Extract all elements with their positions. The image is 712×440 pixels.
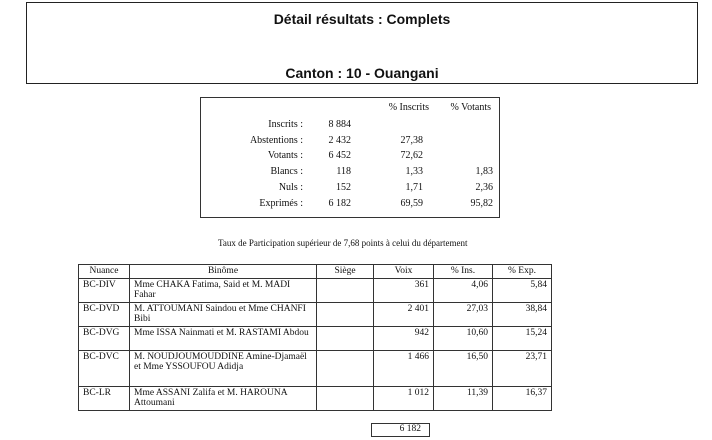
stats-label: Nuls : [278, 182, 303, 193]
nuance-cell: BC-DIV [79, 279, 130, 303]
stats-pct-votants: 1,83 [475, 166, 493, 177]
voix-cell: 1 012 [374, 387, 434, 411]
stats-label: Blancs : [270, 166, 303, 177]
voix-cell: 1 466 [374, 351, 434, 387]
stats-value: 118 [336, 166, 351, 177]
table-row [79, 387, 552, 411]
column-header-nuance: Nuance [79, 265, 130, 279]
stats-pct-inscrits: 72,62 [400, 150, 423, 161]
voix-cell: 2 401 [374, 303, 434, 327]
binome-cell: Mme ISSA Nainmati et M. RASTAMI Abdou [130, 327, 317, 351]
stats-pct-inscrits: 27,38 [400, 135, 423, 146]
stats-row-inscrits [201, 119, 499, 134]
table-row [79, 303, 552, 327]
column-header-binome: Binôme [130, 265, 317, 279]
stats-box [200, 97, 500, 218]
stats-row-exprimes [201, 198, 499, 213]
pct-ins-cell: 4,06 [434, 279, 493, 303]
stats-pct-votants: 2,36 [475, 182, 493, 193]
participation-note: Taux de Participation supérieur de 7,68 points à celui du département [218, 238, 468, 248]
pct-exp-cell: 15,24 [493, 327, 552, 351]
stats-value: 8 884 [328, 119, 351, 130]
voix-cell: 361 [374, 279, 434, 303]
siege-cell [317, 303, 374, 327]
nuance-cell: BC-LR [79, 387, 130, 411]
stats-row-blancs [201, 166, 499, 181]
nuance-cell: BC-DVG [79, 327, 130, 351]
column-header-pct-inscrits: % Inscrits [388, 102, 429, 113]
stats-label: Abstentions : [249, 135, 303, 146]
page-title: Détail résultats : Complets [273, 11, 451, 27]
pct-exp-cell: 16,37 [493, 387, 552, 411]
table-row [79, 351, 552, 387]
column-header-pct-votants: % Votants [450, 102, 491, 113]
stats-label: Exprimés : [259, 198, 303, 209]
siege-cell [317, 279, 374, 303]
stats-row-abstentions [201, 135, 499, 150]
stats-label: Votants : [267, 150, 303, 161]
stats-pct-inscrits: 69,59 [400, 198, 423, 209]
stats-header-row [201, 102, 499, 117]
voix-cell: 942 [374, 327, 434, 351]
header-box [26, 2, 698, 84]
pct-ins-cell: 16,50 [434, 351, 493, 387]
canton-title: Canton : 10 - Ouangani [285, 65, 439, 81]
column-header-siege: Siège [317, 265, 374, 279]
stats-value: 6 182 [328, 198, 351, 209]
nuance-cell: BC-DVC [79, 351, 130, 387]
column-header-pct-ins: % Ins. [434, 265, 493, 279]
binome-cell: M. ATTOUMANI Saindou et Mme CHANFI Bibi [130, 303, 317, 327]
stats-row-votants [201, 150, 499, 165]
table-row [79, 279, 552, 303]
siege-cell [317, 327, 374, 351]
stats-pct-votants: 95,82 [470, 198, 493, 209]
table-row [79, 327, 552, 351]
pct-exp-cell: 23,71 [493, 351, 552, 387]
stats-row-nuls [201, 182, 499, 197]
pct-exp-cell: 38,84 [493, 303, 552, 327]
stats-label: Inscrits : [268, 119, 303, 130]
results-table [78, 264, 552, 411]
nuance-cell: BC-DVD [79, 303, 130, 327]
pct-ins-cell: 10,60 [434, 327, 493, 351]
pct-ins-cell: 11,39 [434, 387, 493, 411]
siege-cell [317, 387, 374, 411]
results-header-row [79, 265, 552, 279]
stats-value: 152 [336, 182, 351, 193]
column-header-pct-exp: % Exp. [493, 265, 552, 279]
binome-cell: Mme CHAKA Fatima, Said et M. MADI Fahar [130, 279, 317, 303]
stats-pct-inscrits: 1,71 [405, 182, 423, 193]
column-header-voix: Voix [374, 265, 434, 279]
stats-value: 6 452 [328, 150, 351, 161]
binome-cell: M. NOUDJOUMOUDDINE Amine-Djamaël et Mme YSSOUFOU Adidja [130, 351, 317, 387]
siege-cell [317, 351, 374, 387]
binome-cell: Mme ASSANI Zalifa et M. HAROUNA Attoumani [130, 387, 317, 411]
stats-pct-inscrits: 1,33 [405, 166, 423, 177]
pct-ins-cell: 27,03 [434, 303, 493, 327]
pct-exp-cell: 5,84 [493, 279, 552, 303]
stats-value: 2 432 [328, 135, 351, 146]
total-voix-cell: 6 182 [371, 423, 430, 437]
